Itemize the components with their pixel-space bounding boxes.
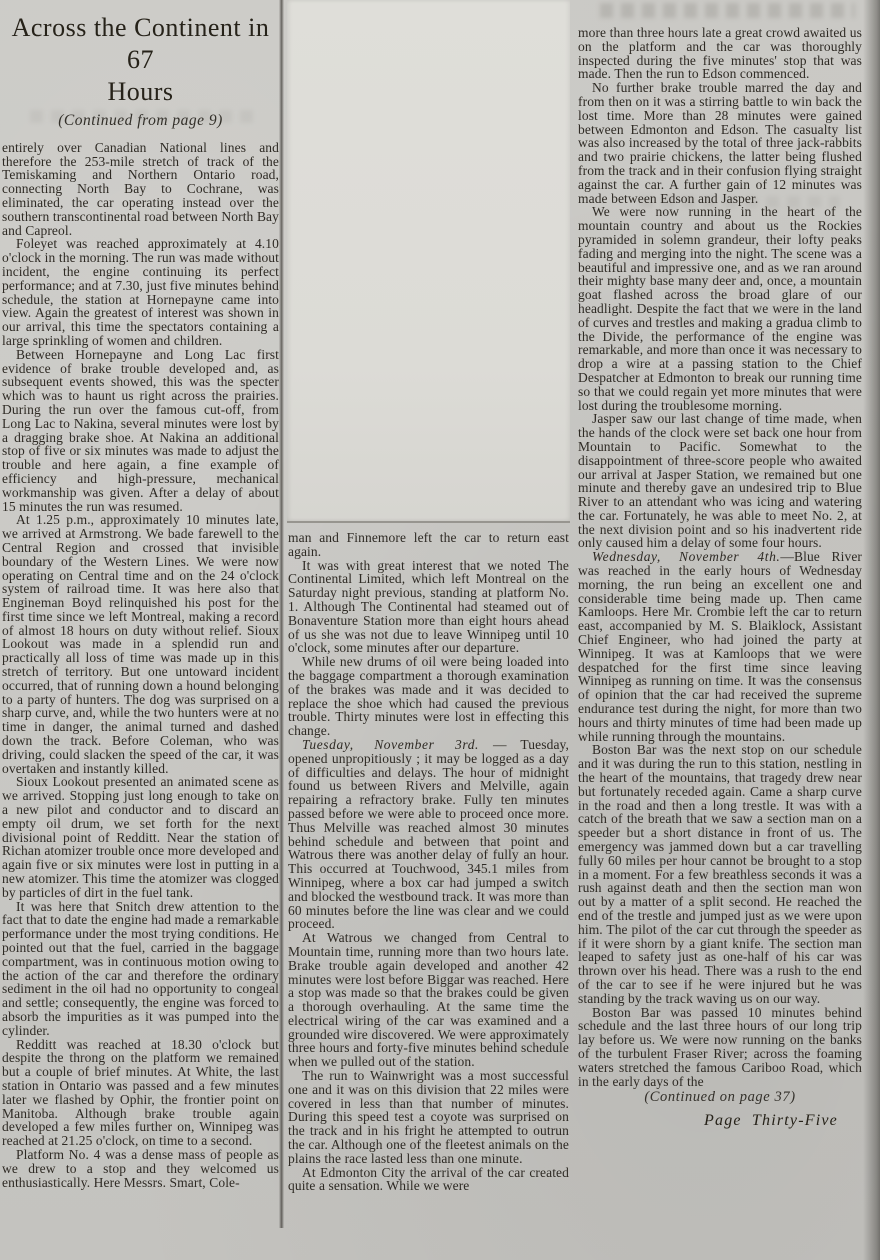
paragraph: We were now running in the heart of the mountain country and about us the Rockies pyramided in solemn grandeur, their lofty peaks fading and merging into the night. The scene was a beautiful and impressive one, and as we ran around their mighty base many deer and, once, a mountain goat flashed across the broad glare of our headlight. Despite the fact that we were in the land of curves and trestles and making a gradua climb to the Divide, the performance of the engine was remarkable, and more than once it was necessary to drop a wire at a passing station to the Chief Despatcher at Edmonton to break our running time so that we could regain yet more minutes that were lost during the troublesome morning. <box>578 204 862 413</box>
paragraph: Boston Bar was the next stop on our schedule and it was during the run to this station, nestling in the heart of the mountains, that tragedy drew near but fortunately receded again. Came a sharp curve in the road and then a long trestle. It was with a catch of the breath that we saw a section man on a speeder but a short distance in front of us. The emergency was jammed down but a car travelling fully 60 miles per hour cannot be brought to a stop in a moment. For a few breathless seconds it was a rush against death and then the section man won out by a matter of a split second. He reached the end of the trestle and jumped just as we were upon him. The pilot of the car cut through the speeder as if it were shorn by a giant knife. The section man leaped to safety just as one-half of his car was thrown over his head. There was a rush to the end of the car to see if he were injured but he was standing by the track waving us on our way. <box>578 742 862 1006</box>
paragraph: entirely over Canadian National lines and therefore the 253-mile stretch of track of the Temiskaming and Northern Ontario road, connecting North Bay to Cochrane, was eliminated, the car operating instead over the southern transcontinental road between North Bay and Capreol. <box>2 139 279 238</box>
page-scan-edge <box>863 0 880 1260</box>
continued-from-note: (Continued from page 9) <box>58 112 223 129</box>
paragraph: Redditt was reached at 18.30 o'clock but despite the throng on the platform we remained but a couple of brief minutes. At White, the last station in Ontario was passed and a few minutes later we flashed by Ophir, the frontier point on Manitoba. Although brake trouble again developed a few miles further on, Winnipeg was reached at 21.25 o'clock, on time to a second. <box>2 1036 279 1149</box>
paragraph: man and Finnemore left the car to return east again. <box>288 530 569 559</box>
page-number: Page Thirty-Five <box>704 1112 838 1130</box>
paragraph: Sioux Lookout presented an animated scene as we arrived. Stopping just long enough to take on a new pilot and conductor and to discard an empty oil drum, we set forth for the next divisional point of Redditt. Near the station of Richan atomizer trouble once more developed and again five or six minutes were lost in putting in a new atomizer. This time the atomizer was clogged by particles of dirt in the fuel tank. <box>2 774 279 900</box>
article-title-line2: Hours <box>107 77 174 106</box>
paragraph: Jasper saw our last change of time made, when the hands of the clock were set back one hour from Mountain to Pacific. Somewhat to the disappointment of three-score people who awaited our arrival at Jasper Station, we remained but one minute and thereby gave an undesired trip to Blue River to an attendant who was icing and watering the car. Fortunately, he was able to meet No. 2, at the next division point and so his inadvertent ride only caused him a delay of some four hours. <box>578 411 862 551</box>
paragraph: Foleyet was reached approximately at 4.10 o'clock in the morning. The run was made without incident, the engine continuing its perfect performance; and at 7.30, just five minutes behind schedule, the station at Hornepayne came into view. Again the greatest of interest was shown in our arrival, this time the spectators containing a large sprinkling of women and children. <box>2 236 279 348</box>
paragraph-lead: Tuesday, November 3rd. <box>302 736 480 752</box>
paragraph-text: —Blue River was reached in the early hours of Wednesday morning, the run being an excellent one and considerable time being made up. Then came Kamloops. Here Mr. Crombie left the car to return east, accompanied by M. S. Blaiklock, Assistant Chief Engineer, who had joined the party at Winnipeg. It was at Kamloops that we were despatched for the first time since leaving Winnipeg as running on time. It was the consensus of opinion that the car had received the supreme endurance test during the night, for more than two hours and thirty minutes of time had been made up while running through the mountains. <box>578 549 863 744</box>
paragraph-text: — Tuesday, opened unpropitiously ; it may be logged as a day of difficulties and delays. The hour of midnight found us between Rivers and Melville, again repairing a refractory brake. Fully ten minutes passed before we were able to proceed once more. Thus Melville was reached almost 30 minutes behind schedule and between that point and Watrous there was another delay of fully an hour. This occurred at Touchwood, 345.1 miles from Winnipeg, where a box car had jumped a switch and blocked the westbound track. It was more than 60 minutes before the line was clear and we could proceed. <box>288 736 569 932</box>
paragraph: Between Hornepayne and Long Lac first evidence of brake trouble developed and, as subsequent events showed, this was the specter which was to haunt us right across the prairies. During the run over the famous cut-off, from Long Lac to Nakina, several minutes were lost by a dragging brake shoe. At Nakina an additional stop of five or six minutes was made to adjust the trouble and here again, a fine example of efficiency and high-pressure, mechanical workmanship was given. After a delay of about 15 minutes the run was resumed. <box>2 346 279 514</box>
right-column <box>578 26 862 1128</box>
bleed-through-artifact <box>600 3 855 18</box>
paragraph: No further brake trouble marred the day and from then on it was a stirring battle to win back the lost time. More than 28 minutes were gained between Edmonton and Edson. The casualty list was also increased by the total of three jack-rabbits and two prairie chickens, the latter being flushed from the track and in their confusion flying straight against the car. A further gain of 12 minutes was made between Edson and Jasper. <box>578 80 862 206</box>
paragraph <box>288 738 569 931</box>
column-fold-shadow <box>279 0 284 1228</box>
paragraph: more than three hours late a great crowd awaited us on the platform and the car was thoroughly inspected during the five minutes' stop that was made. Then the run to Edson commenced. <box>578 25 862 82</box>
paragraph: The run to Wainwright was a most successful one and it was on this division that 22 miles were covered in less than that number of minutes. During this speed test a coyote was surprised on the track and in his fright he attempted to outrun the car. Although one of the fleetest animals on the plains the race lasted less than one minute. <box>288 1068 569 1166</box>
left-column <box>2 10 279 1189</box>
paragraph: Platform No. 4 was a dense mass of people as we drew to a stop and they welcomed us enthusiastically. Here Messrs. Smart, Cole- <box>2 1146 279 1190</box>
paragraph <box>578 550 862 743</box>
blank-image-region <box>287 0 570 523</box>
paragraph: At 1.25 p.m., approximately 10 minutes late, we arrived at Armstrong. We bade farewell to the Central Region and crossed that invisible boundary of the Western Lines. We were now operating on Central time and on the 24 o'clock system of railroad time. It was here also that Engineman Boyd relinquished his post for the first time since we left Montreal, making a record of almost 18 hours on duty without relief. Sioux Lookout was made in a splendid run and practically all loss of time was made up in this stretch of territory. But one untoward incident occurred, that of running down a hound belonging to a party of hunters. The dog was surprised on a sharp curve, and, while the two hunters were at no time in danger, the animal turned and dashed down the track. Before Coleman, who was driving, could slacken the speed of the car, it was overtaken and instantly killed. <box>2 512 279 776</box>
continued-on-note: (Continued on page 37) <box>644 1089 796 1106</box>
paragraph: At Watrous we changed from Central to Mountain time, running more than two hours late. Brake trouble again developed and another 42 minutes were lost before Biggar was reached. Here a stop was made so that the brakes could be given a thorough overhauling. At the same time the electrical wiring of the car was examined and a grounded wire discovered. We were approximately three hours and forty-five minutes behind schedule when we pulled out of the station. <box>288 930 569 1070</box>
paragraph: Boston Bar was passed 10 minutes behind schedule and the last three hours of our long trip lay before us. We were now running on the banks of the turbulent Fraser River; across the foaming waters stretched the famous Cariboo Road, which in the early days of the <box>578 1004 862 1089</box>
paragraph-lead: Wednesday, November 4th. <box>592 549 781 565</box>
paragraph: While new drums of oil were being loaded into the baggage compartment a thorough examination of the brakes was made and it was decided to replace the shoe which had caused the previous trouble. Thirty minutes were lost in effecting this change. <box>288 654 569 739</box>
paragraph: It was here that Snitch drew attention to the fact that to date the engine had made a remarkable performance under the most trying conditions. He pointed out that the fuel, carried in the baggage compartment, was in continuous motion owing to the action of the car and therefore the ordinary sediment in the oil had no opportunity to congeal and settle; consequently, the engine was forced to absorb the impurities as it was pumped into the cylinder. <box>2 898 279 1038</box>
article-title <box>2 12 279 108</box>
paragraph: It was with great interest that we noted The Continental Limited, which left Montreal on the Saturday night previous, standing at platform No. 1. Although The Continental had steamed out of Bonaventure Station more than eight hours ahead of us she was not due to leave Winnipeg until 10 o'clock, some minutes after our departure. <box>288 557 569 656</box>
paragraph: At Edmonton City the arrival of the car created quite a sensation. While we were <box>288 1164 569 1194</box>
middle-column <box>288 531 569 1193</box>
article-title-line1: Across the Continent in 67 <box>11 13 270 74</box>
